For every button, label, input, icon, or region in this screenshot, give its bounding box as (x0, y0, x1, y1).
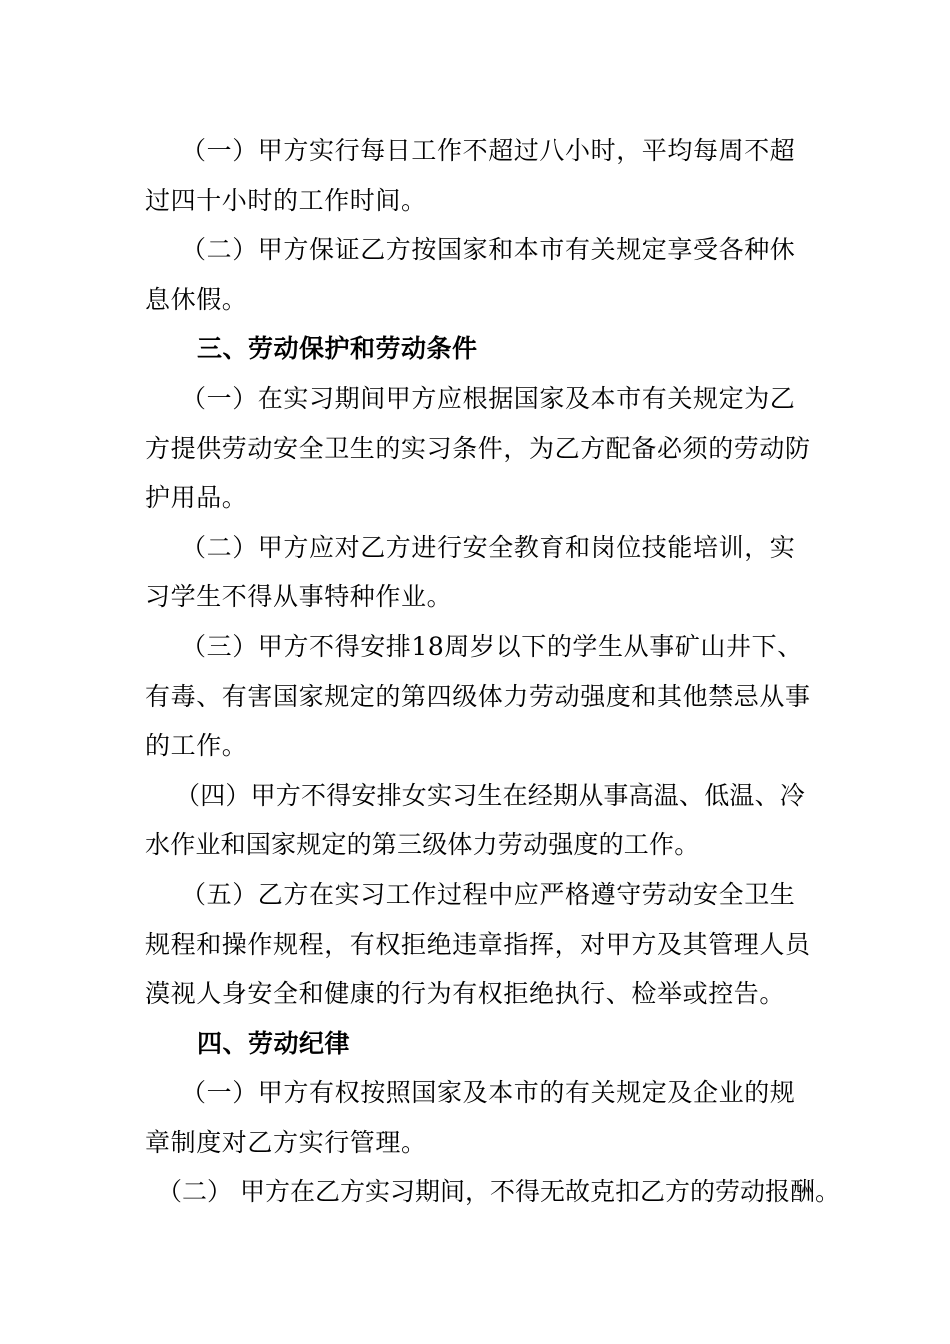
paragraph-safety-training: （二）甲方应对乙方进行安全教育和岗位技能培训，实习学生不得从事特种作业。 (145, 532, 796, 612)
section-heading-labor-protection: 三、劳动保护和劳动条件 (197, 334, 478, 364)
paragraph-management-rights: （一）甲方有权按照国家及本市的有关规定及企业的规章制度对乙方实行管理。 (145, 1078, 796, 1157)
document-body (145, 126, 840, 1217)
paragraph-minor-restrictions: （三）甲方不得安排18周岁以下的学生从事矿山井下、有毒、有害国家规定的第四级体力劳动强度和其他禁忌从事的工作。 (145, 631, 811, 761)
paragraph-rest-leave: （二）甲方保证乙方按国家和本市有关规定享受各种休息休假。 (145, 235, 796, 314)
paragraph-work-hours: （一）甲方实行每日工作不超过八小时，平均每周不超过四十小时的工作时间。 (145, 136, 796, 215)
paragraph-safety-rules: （五）乙方在实习工作过程中应严格遵守劳动安全卫生规程和操作规程，有权拒绝违章指挥，对甲方及其管理人员漠视人身安全和健康的行为有权拒绝执行、检举或控告。 (145, 879, 811, 1009)
paragraph-female-intern-restrictions: （四）甲方不得安排女实习生在经期从事高温、低温、冷水作业和国家规定的第三级体力劳动强度的工作。 (145, 780, 806, 860)
paragraph-wage-protection: （二） 甲方在乙方实习期间，不得无故克扣乙方的劳动报酬。 (157, 1177, 840, 1207)
paragraph-safety-conditions: （一）在实习期间甲方应根据国家及本市有关规定为乙方提供劳动安全卫生的实习条件，为乙方配备必须的劳动防护用品。 (145, 383, 811, 513)
section-heading-labor-discipline: 四、劳动纪律 (197, 1028, 351, 1058)
